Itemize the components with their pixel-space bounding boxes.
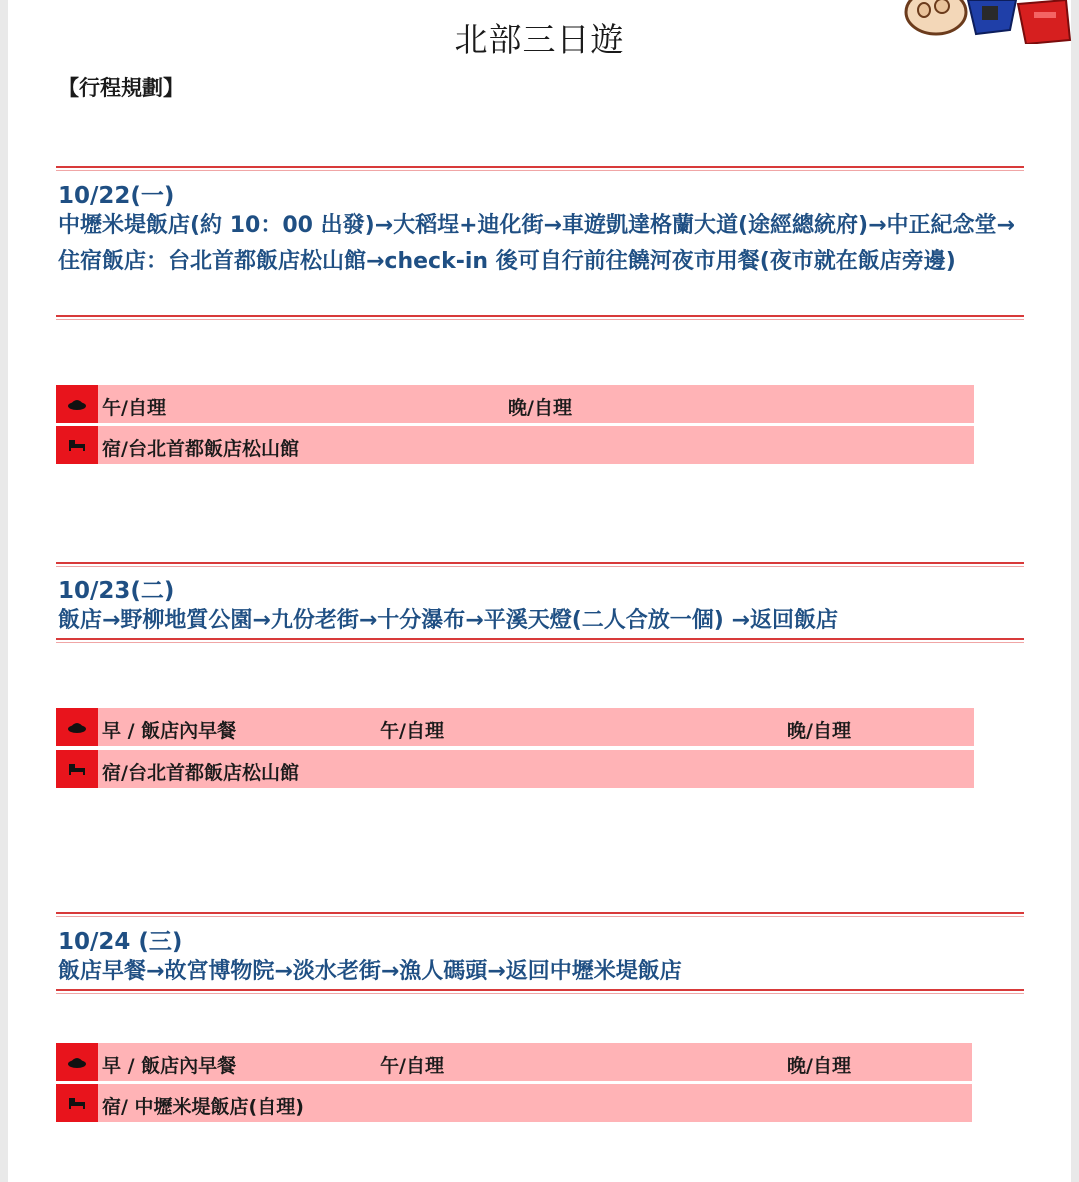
day-3-stay-row <box>56 1084 972 1122</box>
day-2-stay-row <box>56 750 974 788</box>
day-1-meals-row <box>56 385 974 423</box>
day-3-bottom-rule <box>56 989 1024 994</box>
day-2-itinerary: 飯店→野柳地質公園→九份老街→十分瀑布→平溪天燈(二人合放一個) →返回飯店 <box>58 608 838 633</box>
page-frame-left <box>0 0 8 1182</box>
day-3-dinner: 晚/自理 <box>787 1055 851 1077</box>
day-1-stay-row <box>56 426 974 464</box>
dish-icon <box>56 385 98 423</box>
page-title: 北部三日遊 <box>454 20 625 59</box>
bed-icon <box>56 1084 98 1122</box>
day-2-stay: 宿/台北首都飯店松山館 <box>102 762 299 784</box>
day-1-date: 10/22(一) <box>58 183 175 209</box>
day-2-top-rule <box>56 562 1024 567</box>
day-2-date: 10/23(二) <box>58 578 175 604</box>
day-1-dinner: 晚/自理 <box>508 397 572 419</box>
page-frame-right <box>1071 0 1079 1182</box>
day-3-lunch: 午/自理 <box>380 1055 444 1077</box>
day-1-bottom-rule <box>56 315 1024 320</box>
day-1-top-rule <box>56 166 1024 171</box>
day-1-lunch: 午/自理 <box>102 397 166 419</box>
day-2-dinner: 晚/自理 <box>787 720 851 742</box>
section-heading: 【行程規劃】 <box>58 76 184 100</box>
day-3-date: 10/24 (三) <box>58 929 183 955</box>
day-1-stay: 宿/台北首都飯店松山館 <box>102 438 299 460</box>
day-3-top-rule <box>56 912 1024 917</box>
day-2-breakfast: 早 / 飯店內早餐 <box>102 720 237 742</box>
dish-icon <box>56 708 98 746</box>
day-2-bottom-rule <box>56 638 1024 643</box>
day-3-stay: 宿/ 中壢米堤飯店(自理) <box>102 1096 304 1118</box>
bed-icon <box>56 750 98 788</box>
day-2-lunch: 午/自理 <box>380 720 444 742</box>
day-3-itinerary: 飯店早餐→故宮博物院→淡水老街→漁人碼頭→返回中壢米堤飯店 <box>58 959 682 984</box>
day-2-meals-row <box>56 708 974 746</box>
bed-icon <box>56 426 98 464</box>
day-3-breakfast: 早 / 飯店內早餐 <box>102 1055 237 1077</box>
dish-icon <box>56 1043 98 1081</box>
day-3-meals-row <box>56 1043 972 1081</box>
day-1-itinerary: 中壢米堤飯店(約 10：00 出發)→大稻埕+迪化街→車遊凱達格蘭大道(途經總統府)→中正紀念堂→住宿飯店：台北首都飯店松山館→check-in 後可自行前往饒河夜市用餐(夜市就在飯店旁邊) <box>58 213 1015 274</box>
